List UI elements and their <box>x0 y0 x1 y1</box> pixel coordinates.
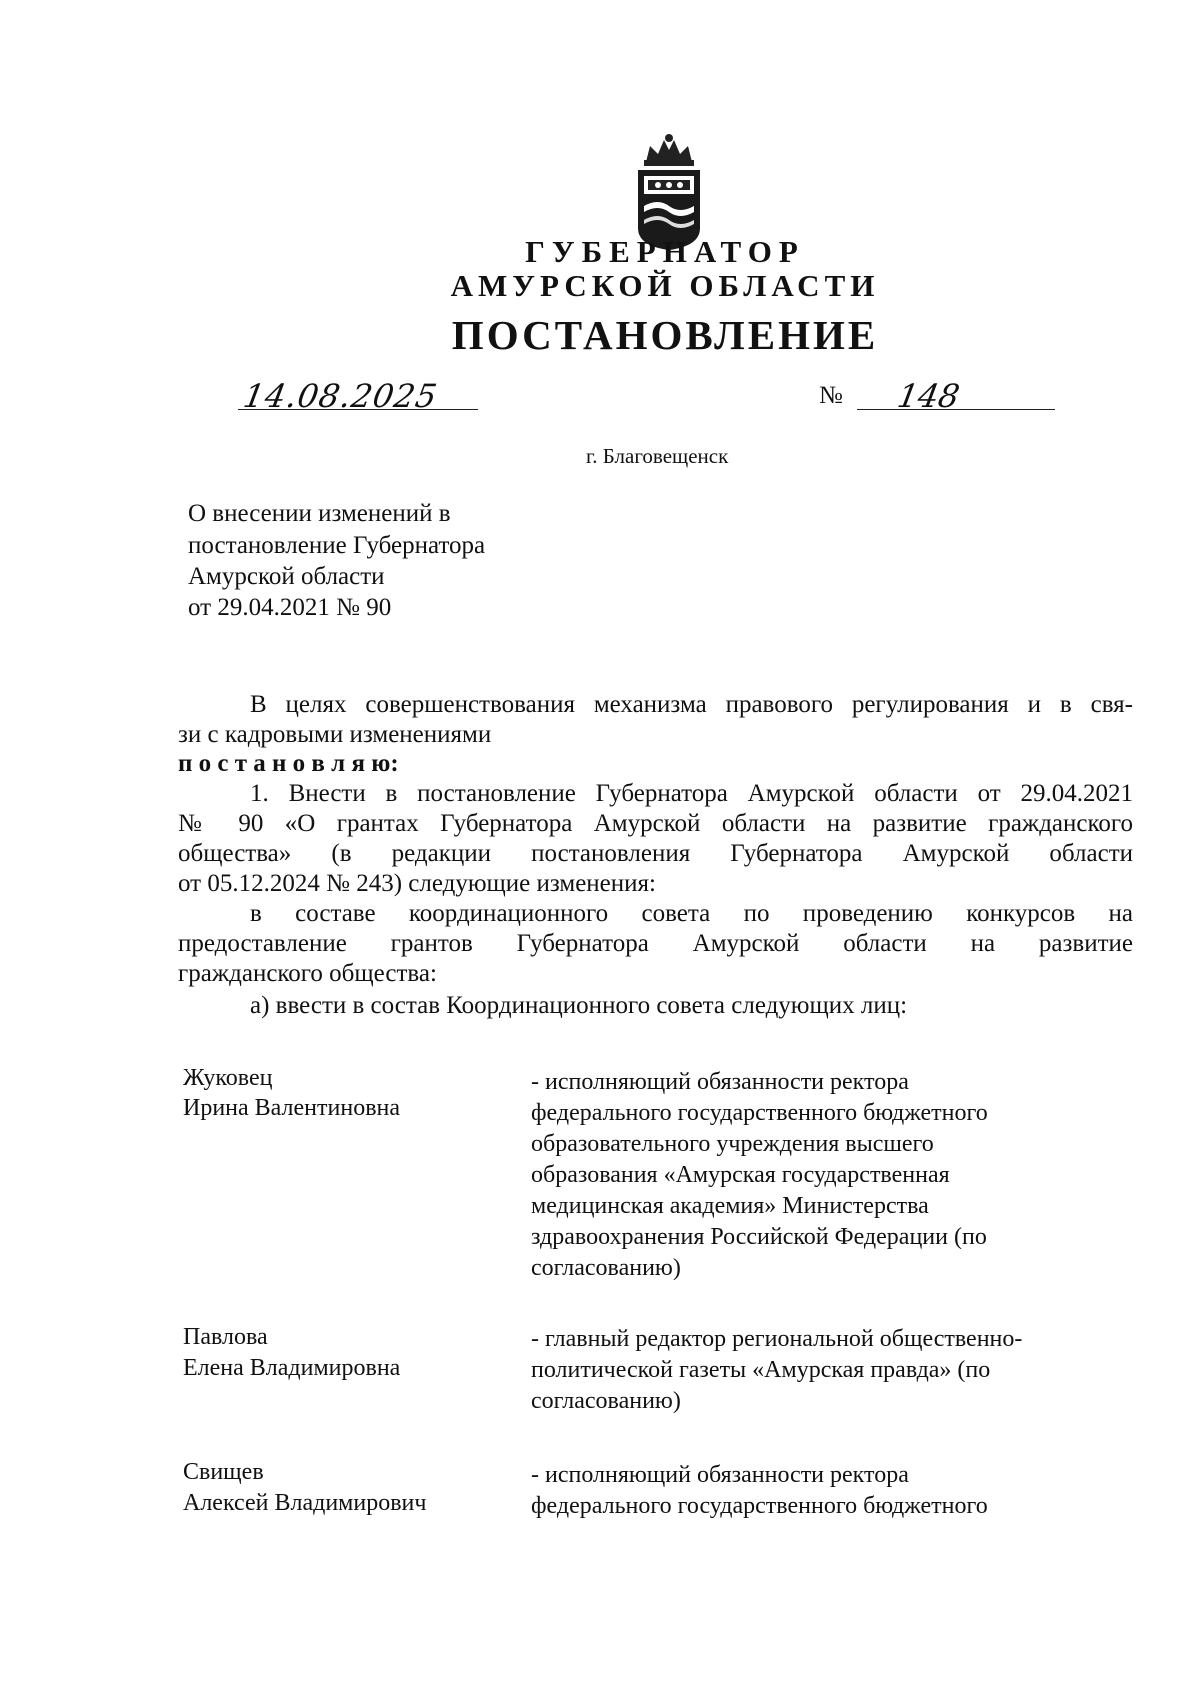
member-2-role-line-2: политической газеты «Амурская правда» (по <box>531 1357 991 1383</box>
subject-line-3: Амурской области <box>188 563 385 590</box>
member-1-role-line-5: медицинская академия» Министерства <box>531 1193 929 1219</box>
member-3-surname: Свищев <box>183 1459 264 1485</box>
member-1-role-line-3: образовательного учреждения высшего <box>531 1131 934 1157</box>
number-underline <box>857 409 1055 410</box>
sub-item-a: а) ввести в состав Координационного совета следующих лиц: <box>250 992 908 1019</box>
member-1-role-line-1: - исполняющий обязанности ректора <box>531 1069 909 1095</box>
member-1-role-line-7: согласованию) <box>531 1255 681 1281</box>
member-2-role-line-1: - главный редактор региональной общественно- <box>531 1326 1023 1352</box>
number-label: № <box>819 382 843 409</box>
member-1-role-line-6: здравоохранения Российской Федерации (по <box>531 1224 987 1250</box>
member-3-role-line-1: - исполняющий обязанности ректора <box>531 1462 909 1488</box>
council-line-1: в составе координационного совета по проведению конкурсов на <box>250 900 1133 927</box>
intro-line-2: зи с кадровыми изменениями <box>178 721 492 748</box>
member-1-role-line-4: образования «Амурская государственная <box>531 1162 950 1188</box>
member-2-surname: Павлова <box>183 1324 268 1350</box>
handwritten-date: 14.08.2025 <box>240 377 441 415</box>
resolve-word: п о с т а н о в л я ю: <box>178 750 399 777</box>
member-3-given-name: Алексей Владимирович <box>183 1490 427 1516</box>
member-2-role-line-3: согласованию) <box>531 1388 681 1414</box>
item1-line-3: общества» (в редакции постановления Губернатора Амурской области <box>178 840 1133 867</box>
item1-line-4: от 05.12.2024 № 243) следующие изменения: <box>178 870 656 897</box>
item1-line-2: № 90 «О грантах Губернатора Амурской области на развитие гражданского <box>178 810 1133 837</box>
member-2-given-name: Елена Владимировна <box>183 1355 401 1381</box>
member-1-given-name: Ирина Валентиновна <box>183 1095 401 1121</box>
handwritten-number: 148 <box>894 377 963 415</box>
subject-line-4: от 29.04.2021 № 90 <box>188 594 392 621</box>
member-1-surname: Жуковец <box>183 1065 273 1091</box>
subject-line-1: О внесении изменений в <box>188 500 451 527</box>
council-line-2: предоставление грантов Губернатора Амурской области на развитие <box>178 930 1133 957</box>
date-underline <box>238 409 478 410</box>
item1-line-1: 1. Внести в постановление Губернатора Амурской области от 29.04.2021 <box>250 780 1133 807</box>
city-line: г. Благовещенск <box>586 444 729 468</box>
governor-title: ГУБЕРНАТОР <box>525 234 805 269</box>
member-1-role-line-2: федерального государственного бюджетного <box>531 1100 988 1126</box>
member-3-role-line-2: федерального государственного бюджетного <box>531 1493 988 1519</box>
subject-line-2: постановление Губернатора <box>188 532 486 559</box>
intro-line-1: В целях совершенствования механизма правового регулирования и в свя- <box>250 691 1133 718</box>
region-title: АМУРСКОЙ ОБЛАСТИ <box>450 268 880 303</box>
document-type-title: ПОСТАНОВЛЕНИЕ <box>451 312 879 358</box>
council-line-3: гражданского общества: <box>178 960 437 987</box>
